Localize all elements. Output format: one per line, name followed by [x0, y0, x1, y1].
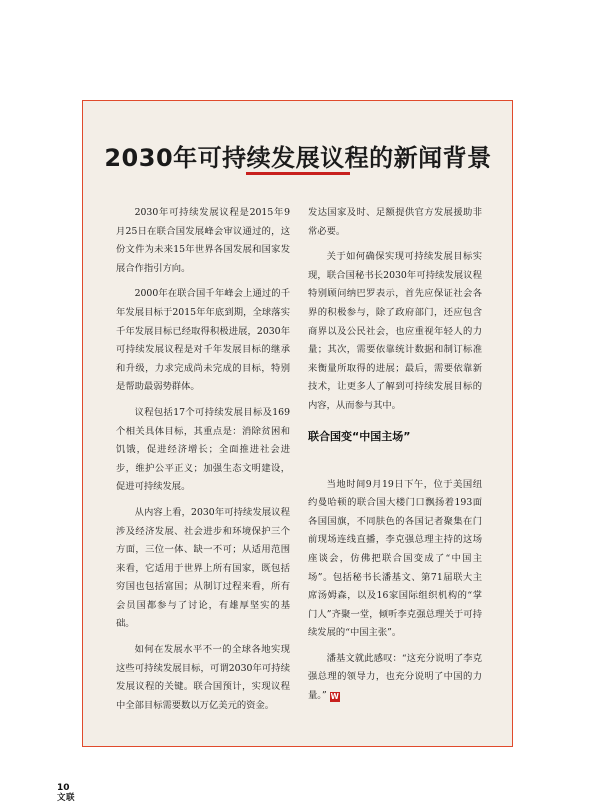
article-title: 2030年可持续发展议程的新闻背景 [104, 144, 492, 172]
page-number: 10 [57, 783, 70, 793]
paragraph: 从内容上看，2030年可持续发展议程涉及经济发展、社会进步和环境保护三个方面，三位一体、缺一不可；从适用范围来看，它适用于世界上所有国家，既包括穷国也包括富国；从制订过程来看，所有会员国都参与了讨论，有雄厚坚实的基础。 [116, 506, 290, 630]
title-underline [246, 172, 350, 175]
paragraph: 关于如何确保实现可持续发展目标实现，联合国秘书长2030年可持续发展议程特别顾问纳巴罗表示，首先应保证社会各界的积极参与，除了政府部门，还应包含商界以及公民社会，也应重视年轻人的力量；其次，需要依靠统计数据和制订标准来衡量所取得的进展；最后，需要依靠新技术，让更多人了解到可持续发展目标的内容，从而参与其中。 [308, 251, 482, 411]
paragraph: 2030年可持续发展议程是2015年9月25日在联合国发展峰会审议通过的，这份文件为未来15年世界各国发展和国家发展合作指引方向。 [116, 207, 290, 274]
left-column [116, 204, 290, 722]
section-subheading: 联合国变“中国主场” [308, 429, 411, 443]
final-paragraph-text: 潘基文就此感叹：“这充分说明了李克强总理的领导力，也充分说明了中国的力量。” [308, 652, 482, 702]
paragraph: 如何在发展水平不一的全球各地实现这些可持续发展目标，可谓2030年可持续发展议程的关键。联合国预计，实现议程中全部目标需要数以万亿美元的资金。 [116, 644, 290, 711]
paragraph: 议程包括17个可持续发展目标及169个相关具体目标，其重点是：消除贫困和饥饿，促进经济增长；全面推进社会进步，维护公平正义；加强生态文明建设，促进可持续发展。 [116, 406, 290, 493]
paragraph: 当地时间9月19日下午，位于美国纽约曼哈顿的联合国大楼门口飘扬着193面各国国旗，不同肤色的各国记者聚集在门前现场连线直播，李克强总理主持的这场座谈会，仿佛把联合国变成了“中国主场”。包括秘书长潘基文、第71届联大主席汤姆森，以及16家国际组织机构的“掌门人”齐聚一堂，倾听李克强总理关于可持续发展的“中国主张”。 [308, 478, 482, 639]
magazine-logo: 文联 [57, 793, 76, 803]
end-mark-icon: W [330, 692, 339, 702]
paragraph: 2000年在联合国千年峰会上通过的千年发展目标于2015年年底到期，全球落实千年发展目标已经取得积极进展，2030年可持续发展议程是对千年发展目标的继承和升级，力求完成尚未完成的目标，特别是帮助最弱势群体。 [116, 288, 290, 393]
paragraph-final [308, 650, 482, 706]
right-column [308, 204, 482, 713]
paragraph-continued: 发达国家及时、足额提供官方发展援助非常必要。 [308, 207, 482, 237]
